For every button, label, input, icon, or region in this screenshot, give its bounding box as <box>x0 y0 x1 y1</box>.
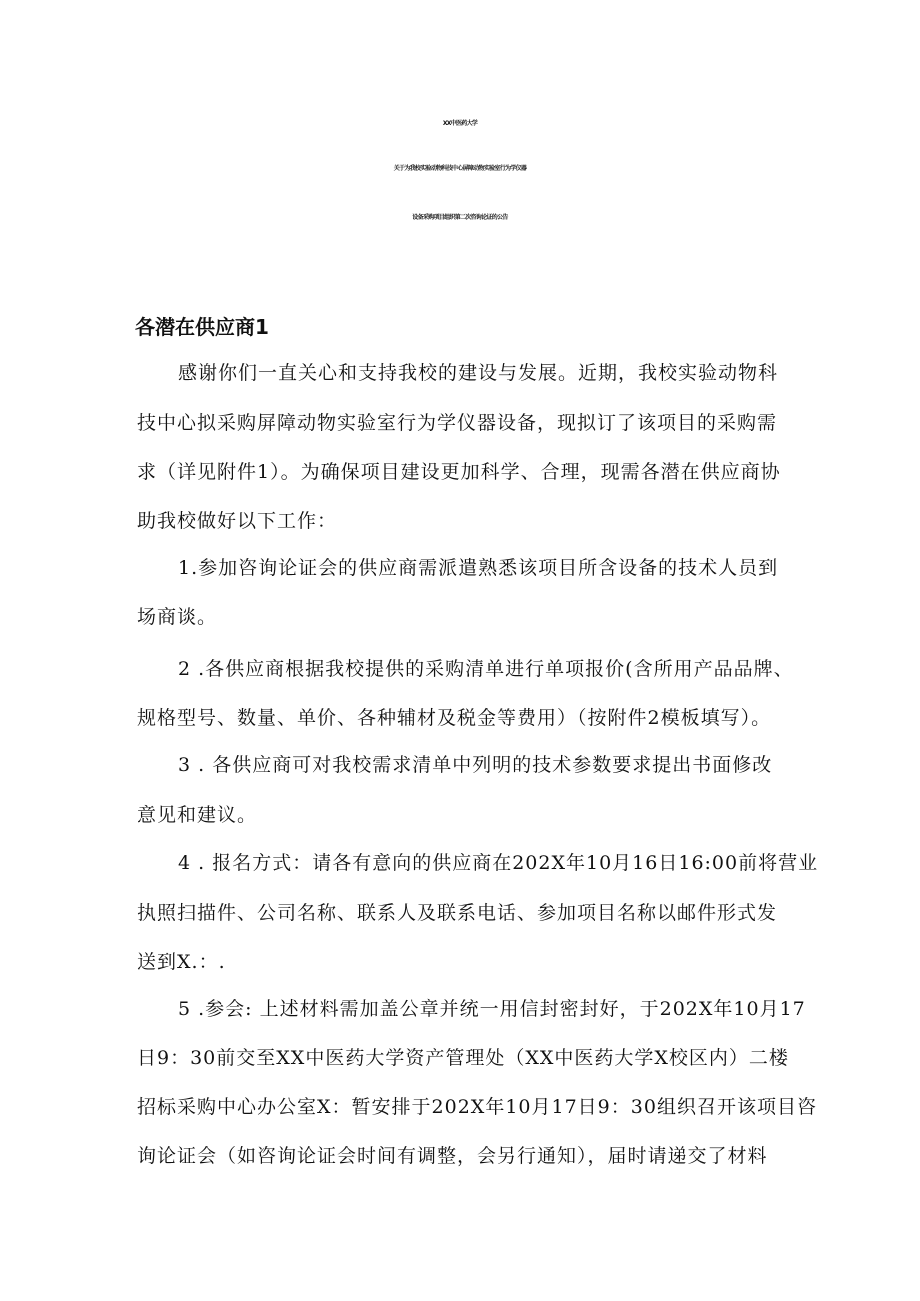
intro-line: 助我校做好以下工作： <box>137 510 338 532</box>
intro-line: 技中心拟采购屏障动物实验室行为学仪器设备，现拟订了该项目的采购需 <box>137 412 778 434</box>
item-3-line: 3 . 各供应商可对我校需求清单中列明的技术参数要求提出书面修改 <box>178 754 773 776</box>
item-2-line: 2 .各供应商根据我校提供的采购清单进行单项报价(含所用产品品牌、 <box>178 658 794 680</box>
intro-line: 求（详见附件1）。为确保项目建设更加科学、合理，现需各潜在供应商协 <box>137 461 781 483</box>
item-1-line: 1.参加咨询论证会的供应商需派遣熟悉该项目所含设备的技术人员到 <box>178 557 779 579</box>
item-4-line: 4 . 报名方式：请各有意向的供应商在202X年10月16日16:00前将营业 <box>178 852 819 874</box>
item-1-line: 场商谈。 <box>137 606 218 628</box>
item-2-line: 规格型号、数量、单价、各种辅材及税金等费用）（按附件2模板填写）。 <box>137 707 772 729</box>
document-title-line-2: 关于为我校实验动物科技中心屏障动物实验室行为学仪器 <box>393 165 527 172</box>
document-title-line-3: 设备采购项目组织第二次咨询论证的公告 <box>412 214 508 221</box>
salutation: 各潜在供应商1 <box>135 315 269 339</box>
item-4-line: 送到X.：. <box>137 951 226 973</box>
intro-line: 感谢你们一直关心和支持我校的建设与发展。近期，我校实验动物科 <box>178 362 779 384</box>
item-5-line: 询论证会（如咨询论证会时间有调整，会另行通知），届时请递交了材料 <box>137 1145 768 1167</box>
item-5-line: 招标采购中心办公室X：暂安排于202X年10月17日9：30组织召开该项目咨 <box>137 1096 817 1118</box>
item-5-line: 5 .参会: 上述材料需加盖公章并统一用信封密封好，于202X年10月17 <box>178 998 806 1020</box>
document-title-line-1: XX中医药大学 <box>442 120 478 127</box>
item-3-line: 意见和建议。 <box>137 804 258 826</box>
item-5-line: 日9：30前交至XX中医药大学资产管理处（XX中医药大学X校区内）二楼 <box>137 1047 789 1069</box>
item-4-line: 执照扫描件、公司名称、联系人及联系电话、参加项目名称以邮件形式发 <box>137 902 778 924</box>
